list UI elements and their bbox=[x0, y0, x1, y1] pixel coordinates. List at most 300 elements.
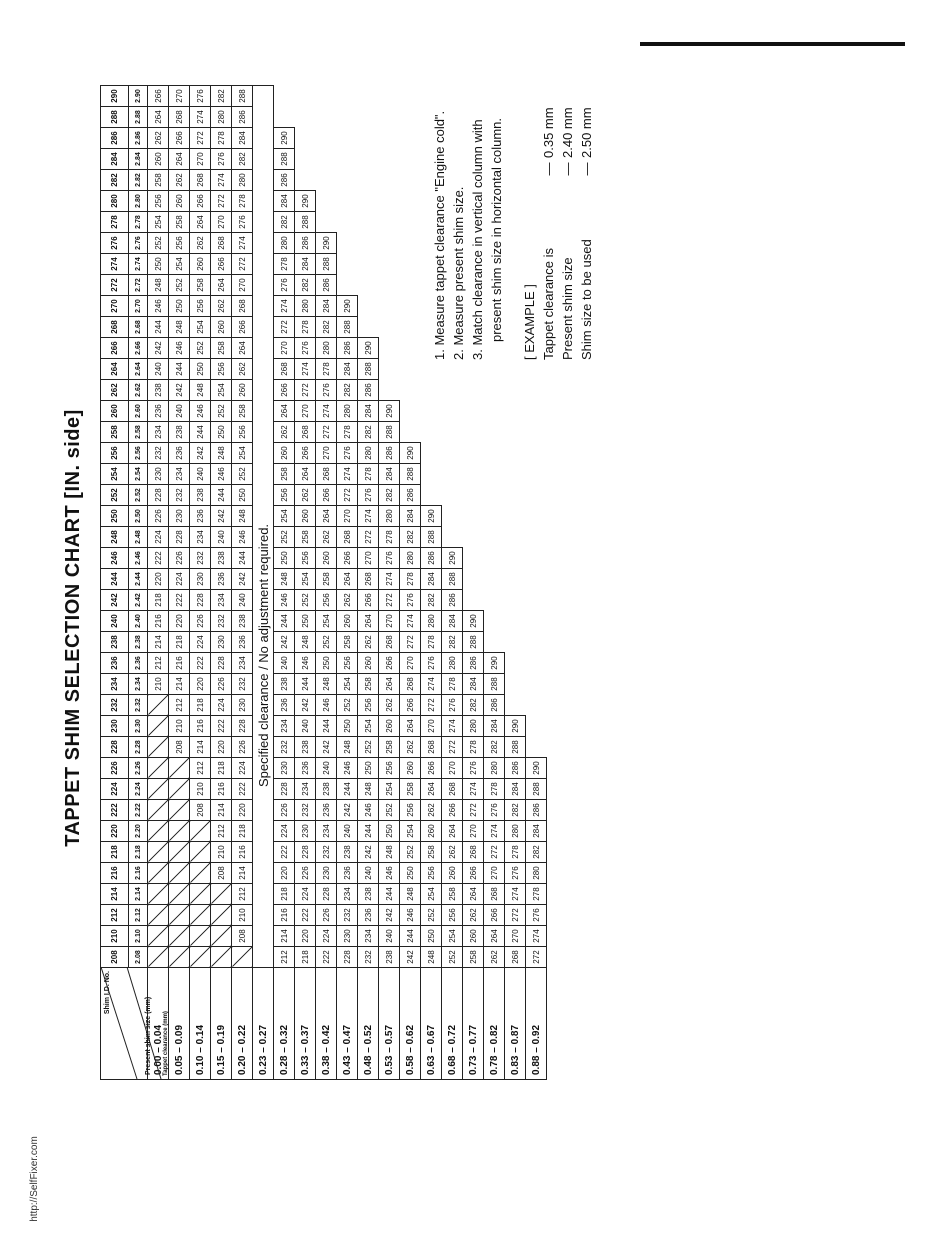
clearance-range-label: 0.33 – 0.37 bbox=[295, 968, 316, 1080]
shim-value-cell: 214 bbox=[148, 632, 169, 653]
shim-value-cell: 266 bbox=[379, 653, 400, 674]
empty-cell bbox=[526, 737, 547, 758]
shim-value-cell: 238 bbox=[169, 422, 190, 443]
shim-value-cell: 274 bbox=[274, 296, 295, 317]
shim-value-cell: 236 bbox=[190, 506, 211, 527]
empty-cell bbox=[400, 233, 421, 254]
shim-value-cell: 254 bbox=[442, 926, 463, 947]
shim-value-cell: 264 bbox=[337, 569, 358, 590]
example-tappet-clearance bbox=[539, 30, 558, 360]
not-applicable-cell bbox=[169, 947, 190, 968]
chart-title: TAPPET SHIM SELECTION CHART [IN. side] bbox=[62, 409, 84, 847]
shim-value-cell: 262 bbox=[169, 170, 190, 191]
not-applicable-cell bbox=[148, 758, 169, 779]
shim-value-cell: 234 bbox=[358, 926, 379, 947]
empty-cell bbox=[442, 506, 463, 527]
empty-cell bbox=[337, 191, 358, 212]
shim-value-cell: 242 bbox=[169, 380, 190, 401]
shim-value-cell: 216 bbox=[148, 611, 169, 632]
shim-value-cell: 268 bbox=[190, 170, 211, 191]
shim-value-cell: 270 bbox=[421, 716, 442, 737]
shim-value-cell: 272 bbox=[190, 128, 211, 149]
shim-value-cell: 284 bbox=[526, 821, 547, 842]
empty-cell bbox=[400, 317, 421, 338]
shim-value-cell: 232 bbox=[316, 842, 337, 863]
empty-cell bbox=[484, 611, 505, 632]
shim-size-header: 2.90 bbox=[129, 86, 148, 107]
empty-cell bbox=[379, 338, 400, 359]
shim-value-cell: 284 bbox=[400, 506, 421, 527]
shim-value-cell: 290 bbox=[337, 296, 358, 317]
instruction-step-2: 2. Measure present shim size. bbox=[451, 186, 466, 360]
shim-value-cell: 250 bbox=[379, 821, 400, 842]
shim-size-header: 2.52 bbox=[129, 485, 148, 506]
table-row bbox=[148, 86, 169, 1080]
shim-value-cell: 260 bbox=[442, 863, 463, 884]
shim-value-cell: 280 bbox=[379, 506, 400, 527]
shim-value-cell: 234 bbox=[295, 779, 316, 800]
shim-value-cell: 284 bbox=[421, 569, 442, 590]
shim-id-header: 288 bbox=[101, 107, 129, 128]
shim-value-cell: 282 bbox=[379, 485, 400, 506]
shim-value-cell: 276 bbox=[337, 443, 358, 464]
shim-size-header: 2.66 bbox=[129, 338, 148, 359]
shim-value-cell: 252 bbox=[337, 695, 358, 716]
shim-value-cell: 240 bbox=[295, 716, 316, 737]
shim-value-cell: 288 bbox=[316, 254, 337, 275]
shim-value-cell: 252 bbox=[421, 905, 442, 926]
empty-cell bbox=[526, 506, 547, 527]
shim-value-cell: 266 bbox=[400, 695, 421, 716]
not-applicable-cell bbox=[169, 842, 190, 863]
empty-cell bbox=[337, 212, 358, 233]
shim-value-cell: 262 bbox=[190, 233, 211, 254]
shim-id-header: 274 bbox=[101, 254, 129, 275]
not-applicable-cell bbox=[211, 884, 232, 905]
empty-cell bbox=[316, 86, 337, 107]
shim-value-cell: 226 bbox=[274, 800, 295, 821]
shim-value-cell: 256 bbox=[400, 800, 421, 821]
empty-cell bbox=[421, 401, 442, 422]
shim-value-cell: 242 bbox=[379, 905, 400, 926]
shim-size-header: 2.44 bbox=[129, 569, 148, 590]
shim-value-cell: 286 bbox=[232, 107, 253, 128]
example-heading: [ EXAMPLE ] bbox=[522, 284, 537, 360]
shim-value-cell: 240 bbox=[148, 359, 169, 380]
shim-value-cell: 240 bbox=[232, 590, 253, 611]
shim-value-cell: 260 bbox=[358, 653, 379, 674]
shim-value-cell: 278 bbox=[337, 422, 358, 443]
shim-value-cell: 230 bbox=[190, 569, 211, 590]
shim-value-cell: 214 bbox=[274, 926, 295, 947]
shim-value-cell: 262 bbox=[337, 590, 358, 611]
not-applicable-cell bbox=[148, 863, 169, 884]
shim-value-cell: 288 bbox=[421, 527, 442, 548]
instructions bbox=[430, 30, 596, 360]
shim-value-cell: 220 bbox=[232, 800, 253, 821]
shim-value-cell: 238 bbox=[337, 842, 358, 863]
shim-value-cell: 266 bbox=[484, 905, 505, 926]
shim-value-cell: 248 bbox=[211, 443, 232, 464]
shim-id-header: 270 bbox=[101, 296, 129, 317]
chart-sheet bbox=[60, 28, 780, 1228]
empty-cell bbox=[526, 632, 547, 653]
not-applicable-cell bbox=[190, 947, 211, 968]
empty-cell bbox=[379, 275, 400, 296]
empty-cell bbox=[400, 149, 421, 170]
shim-id-header: 210 bbox=[101, 926, 129, 947]
shim-value-cell: 274 bbox=[379, 569, 400, 590]
shim-size-header: 2.74 bbox=[129, 254, 148, 275]
shim-value-cell: 222 bbox=[211, 716, 232, 737]
not-applicable-cell bbox=[169, 800, 190, 821]
shim-value-cell: 258 bbox=[148, 170, 169, 191]
shim-value-cell: 256 bbox=[190, 296, 211, 317]
empty-cell bbox=[526, 359, 547, 380]
shim-value-cell: 272 bbox=[421, 695, 442, 716]
shim-value-cell: 216 bbox=[190, 716, 211, 737]
shim-value-cell: 214 bbox=[211, 800, 232, 821]
example-label: Tappet clearance is bbox=[541, 247, 556, 360]
shim-value-cell: 266 bbox=[316, 485, 337, 506]
shim-value-cell: 236 bbox=[337, 863, 358, 884]
empty-cell bbox=[484, 422, 505, 443]
empty-cell bbox=[358, 296, 379, 317]
shim-value-cell: 224 bbox=[148, 527, 169, 548]
shim-value-cell: 268 bbox=[442, 779, 463, 800]
shim-id-header: 266 bbox=[101, 338, 129, 359]
shim-id-header: 224 bbox=[101, 779, 129, 800]
empty-cell bbox=[463, 401, 484, 422]
empty-cell bbox=[400, 107, 421, 128]
shim-size-header: 2.46 bbox=[129, 548, 148, 569]
empty-cell bbox=[484, 359, 505, 380]
not-applicable-cell bbox=[190, 863, 211, 884]
shim-id-header: 214 bbox=[101, 884, 129, 905]
empty-cell bbox=[442, 527, 463, 548]
shim-value-cell: 248 bbox=[148, 275, 169, 296]
shim-value-cell: 236 bbox=[295, 758, 316, 779]
shim-value-cell: 284 bbox=[463, 674, 484, 695]
empty-cell bbox=[400, 401, 421, 422]
shim-value-cell: 250 bbox=[148, 254, 169, 275]
shim-value-cell: 232 bbox=[148, 443, 169, 464]
shim-size-header: 2.50 bbox=[129, 506, 148, 527]
shim-size-header: 2.76 bbox=[129, 233, 148, 254]
shim-value-cell: 278 bbox=[379, 527, 400, 548]
shim-value-cell: 228 bbox=[295, 842, 316, 863]
shim-size-header: 2.12 bbox=[129, 905, 148, 926]
clearance-range-label: 0.83 – 0.87 bbox=[505, 968, 526, 1080]
not-applicable-cell bbox=[211, 947, 232, 968]
shim-size-header: 2.38 bbox=[129, 632, 148, 653]
clearance-range-label: 0.20 – 0.22 bbox=[232, 968, 253, 1080]
shim-id-header: 258 bbox=[101, 422, 129, 443]
shim-value-cell: 282 bbox=[505, 800, 526, 821]
shim-value-cell: 290 bbox=[421, 506, 442, 527]
empty-cell bbox=[484, 380, 505, 401]
shim-value-cell: 262 bbox=[232, 359, 253, 380]
shim-value-cell: 280 bbox=[526, 863, 547, 884]
shim-value-cell: 228 bbox=[232, 716, 253, 737]
shim-value-cell: 288 bbox=[442, 569, 463, 590]
shim-value-cell: 272 bbox=[442, 737, 463, 758]
shim-value-cell: 286 bbox=[421, 548, 442, 569]
shim-size-header: 2.72 bbox=[129, 275, 148, 296]
shim-value-cell: 286 bbox=[274, 170, 295, 191]
shim-value-cell: 270 bbox=[337, 506, 358, 527]
shim-value-cell: 272 bbox=[379, 590, 400, 611]
empty-cell bbox=[526, 485, 547, 506]
empty-cell bbox=[295, 128, 316, 149]
table-row bbox=[295, 86, 316, 1080]
shim-value-cell: 266 bbox=[337, 548, 358, 569]
shim-value-cell: 256 bbox=[148, 191, 169, 212]
empty-cell bbox=[316, 212, 337, 233]
shim-value-cell: 286 bbox=[337, 338, 358, 359]
shim-value-cell: 208 bbox=[169, 737, 190, 758]
shim-id-header: 232 bbox=[101, 695, 129, 716]
empty-cell bbox=[463, 548, 484, 569]
shim-value-cell: 266 bbox=[232, 317, 253, 338]
shim-value-cell: 246 bbox=[169, 338, 190, 359]
shim-value-cell: 264 bbox=[295, 464, 316, 485]
shim-size-header: 2.22 bbox=[129, 800, 148, 821]
shim-value-cell: 212 bbox=[232, 884, 253, 905]
example-dash: — bbox=[560, 162, 575, 176]
empty-cell bbox=[337, 275, 358, 296]
shim-value-cell: 216 bbox=[232, 842, 253, 863]
shim-value-cell: 284 bbox=[379, 464, 400, 485]
shim-value-cell: 212 bbox=[211, 821, 232, 842]
shim-value-cell: 248 bbox=[379, 842, 400, 863]
shim-value-cell: 256 bbox=[274, 485, 295, 506]
shim-size-header: 2.10 bbox=[129, 926, 148, 947]
shim-value-cell: 220 bbox=[274, 863, 295, 884]
shim-value-cell: 288 bbox=[463, 632, 484, 653]
shim-value-cell: 210 bbox=[169, 716, 190, 737]
empty-cell bbox=[442, 401, 463, 422]
shim-value-cell: 274 bbox=[337, 464, 358, 485]
shim-size-header: 2.34 bbox=[129, 674, 148, 695]
shim-value-cell: 220 bbox=[211, 737, 232, 758]
shim-value-cell: 280 bbox=[358, 443, 379, 464]
shim-value-cell: 236 bbox=[358, 905, 379, 926]
shim-value-cell: 284 bbox=[316, 296, 337, 317]
empty-cell bbox=[505, 380, 526, 401]
table-row bbox=[232, 86, 253, 1080]
clearance-range-label: 0.00 – 0.04 bbox=[148, 968, 169, 1080]
table-row bbox=[316, 86, 337, 1080]
shim-size-header: 2.84 bbox=[129, 149, 148, 170]
clearance-range-label: 0.58 – 0.62 bbox=[400, 968, 421, 1080]
shim-value-cell: 264 bbox=[211, 275, 232, 296]
shim-value-cell: 228 bbox=[337, 947, 358, 968]
empty-cell bbox=[379, 149, 400, 170]
shim-value-cell: 222 bbox=[190, 653, 211, 674]
shim-value-cell: 278 bbox=[442, 674, 463, 695]
shim-value-cell: 216 bbox=[169, 653, 190, 674]
not-applicable-cell bbox=[169, 863, 190, 884]
shim-size-header: 2.86 bbox=[129, 128, 148, 149]
table-row bbox=[358, 86, 379, 1080]
not-applicable-cell bbox=[169, 905, 190, 926]
not-applicable-cell bbox=[148, 737, 169, 758]
not-applicable-cell bbox=[211, 905, 232, 926]
shim-value-cell: 208 bbox=[190, 800, 211, 821]
empty-cell bbox=[358, 233, 379, 254]
empty-cell bbox=[421, 380, 442, 401]
empty-cell bbox=[526, 674, 547, 695]
shim-value-cell: 226 bbox=[316, 905, 337, 926]
footer-url: http://SelfFixer.com bbox=[29, 1136, 40, 1222]
shim-value-cell: 278 bbox=[400, 569, 421, 590]
shim-id-header: 252 bbox=[101, 485, 129, 506]
shim-value-cell: 270 bbox=[295, 401, 316, 422]
shim-value-cell: 270 bbox=[442, 758, 463, 779]
shim-id-header: 262 bbox=[101, 380, 129, 401]
shim-value-cell: 272 bbox=[316, 422, 337, 443]
shim-value-cell: 280 bbox=[463, 716, 484, 737]
shim-value-cell: 284 bbox=[274, 191, 295, 212]
shim-value-cell: 280 bbox=[400, 548, 421, 569]
shim-value-cell: 216 bbox=[211, 779, 232, 800]
shim-value-cell: 276 bbox=[232, 212, 253, 233]
shim-id-header: 254 bbox=[101, 464, 129, 485]
shim-value-cell: 238 bbox=[148, 380, 169, 401]
empty-cell bbox=[505, 590, 526, 611]
shim-size-header: 2.62 bbox=[129, 380, 148, 401]
no-adjustment-note: Specified clearance / No adjustment required. bbox=[253, 86, 274, 968]
empty-cell bbox=[379, 212, 400, 233]
shim-value-cell: 214 bbox=[190, 737, 211, 758]
shim-value-cell: 238 bbox=[232, 611, 253, 632]
shim-id-header: 250 bbox=[101, 506, 129, 527]
shim-id-header: 236 bbox=[101, 653, 129, 674]
shim-value-cell: 236 bbox=[211, 569, 232, 590]
shim-value-cell: 264 bbox=[484, 926, 505, 947]
shim-value-cell: 270 bbox=[211, 212, 232, 233]
shim-value-cell: 222 bbox=[232, 779, 253, 800]
shim-value-cell: 282 bbox=[274, 212, 295, 233]
shim-value-cell: 240 bbox=[379, 926, 400, 947]
shim-value-cell: 222 bbox=[316, 947, 337, 968]
empty-cell bbox=[358, 191, 379, 212]
shim-value-cell: 246 bbox=[211, 464, 232, 485]
shim-value-cell: 264 bbox=[274, 401, 295, 422]
shim-id-header: 286 bbox=[101, 128, 129, 149]
not-applicable-cell bbox=[148, 821, 169, 842]
shim-value-cell: 276 bbox=[484, 800, 505, 821]
shim-value-cell: 242 bbox=[295, 695, 316, 716]
shim-value-cell: 262 bbox=[379, 695, 400, 716]
shim-value-cell: 232 bbox=[169, 485, 190, 506]
empty-cell bbox=[400, 338, 421, 359]
empty-cell bbox=[442, 485, 463, 506]
shim-size-header: 2.60 bbox=[129, 401, 148, 422]
shim-value-cell: 254 bbox=[316, 611, 337, 632]
shim-value-cell: 250 bbox=[211, 422, 232, 443]
shim-value-cell: 246 bbox=[232, 527, 253, 548]
shim-id-header: 220 bbox=[101, 821, 129, 842]
shim-value-cell: 252 bbox=[295, 590, 316, 611]
shim-value-cell: 250 bbox=[169, 296, 190, 317]
shim-id-header: 228 bbox=[101, 737, 129, 758]
shim-value-cell: 238 bbox=[379, 947, 400, 968]
shim-value-cell: 268 bbox=[505, 947, 526, 968]
shim-value-cell: 260 bbox=[316, 548, 337, 569]
shim-size-header: 2.82 bbox=[129, 170, 148, 191]
shim-value-cell: 230 bbox=[316, 863, 337, 884]
shim-value-cell: 280 bbox=[442, 653, 463, 674]
shim-value-cell: 234 bbox=[148, 422, 169, 443]
shim-value-cell: 278 bbox=[358, 464, 379, 485]
shim-size-header: 2.32 bbox=[129, 695, 148, 716]
empty-cell bbox=[358, 86, 379, 107]
shim-value-cell: 270 bbox=[190, 149, 211, 170]
empty-cell bbox=[505, 653, 526, 674]
empty-cell bbox=[484, 401, 505, 422]
shim-value-cell: 282 bbox=[463, 695, 484, 716]
clearance-range-label: 0.63 – 0.67 bbox=[421, 968, 442, 1080]
not-applicable-cell bbox=[148, 800, 169, 821]
shim-value-cell: 278 bbox=[274, 254, 295, 275]
shim-value-cell: 248 bbox=[232, 506, 253, 527]
shim-value-cell: 210 bbox=[148, 674, 169, 695]
shim-value-cell: 220 bbox=[295, 926, 316, 947]
shim-id-header: 260 bbox=[101, 401, 129, 422]
shim-size-header: 2.08 bbox=[129, 947, 148, 968]
clearance-range-label: 0.78 – 0.82 bbox=[484, 968, 505, 1080]
shim-value-cell: 208 bbox=[211, 863, 232, 884]
empty-cell bbox=[442, 422, 463, 443]
table-row bbox=[379, 86, 400, 1080]
shim-value-cell: 254 bbox=[421, 884, 442, 905]
not-applicable-cell bbox=[169, 926, 190, 947]
empty-cell bbox=[358, 128, 379, 149]
empty-cell bbox=[463, 443, 484, 464]
shim-value-cell: 232 bbox=[274, 737, 295, 758]
shim-value-cell: 218 bbox=[274, 884, 295, 905]
shim-value-cell: 256 bbox=[421, 863, 442, 884]
shim-value-cell: 238 bbox=[274, 674, 295, 695]
shim-id-header: 248 bbox=[101, 527, 129, 548]
shim-value-cell: 276 bbox=[274, 275, 295, 296]
not-applicable-cell bbox=[169, 821, 190, 842]
shim-size-header: 2.36 bbox=[129, 653, 148, 674]
shim-id-header: 216 bbox=[101, 863, 129, 884]
empty-cell bbox=[337, 86, 358, 107]
clearance-range-label: 0.53 – 0.57 bbox=[379, 968, 400, 1080]
shim-value-cell: 290 bbox=[442, 548, 463, 569]
shim-value-cell: 290 bbox=[505, 716, 526, 737]
shim-value-cell: 240 bbox=[211, 527, 232, 548]
empty-cell bbox=[484, 632, 505, 653]
shim-value-cell: 232 bbox=[295, 800, 316, 821]
shim-value-cell: 288 bbox=[358, 359, 379, 380]
shim-value-cell: 260 bbox=[379, 716, 400, 737]
shim-value-cell: 260 bbox=[463, 926, 484, 947]
empty-cell bbox=[400, 212, 421, 233]
not-applicable-cell bbox=[190, 842, 211, 863]
shim-value-cell: 290 bbox=[379, 401, 400, 422]
empty-cell bbox=[484, 485, 505, 506]
empty-cell bbox=[337, 107, 358, 128]
shim-value-cell: 208 bbox=[232, 926, 253, 947]
empty-cell bbox=[358, 107, 379, 128]
shim-value-cell: 270 bbox=[169, 86, 190, 107]
shim-value-cell: 226 bbox=[295, 863, 316, 884]
